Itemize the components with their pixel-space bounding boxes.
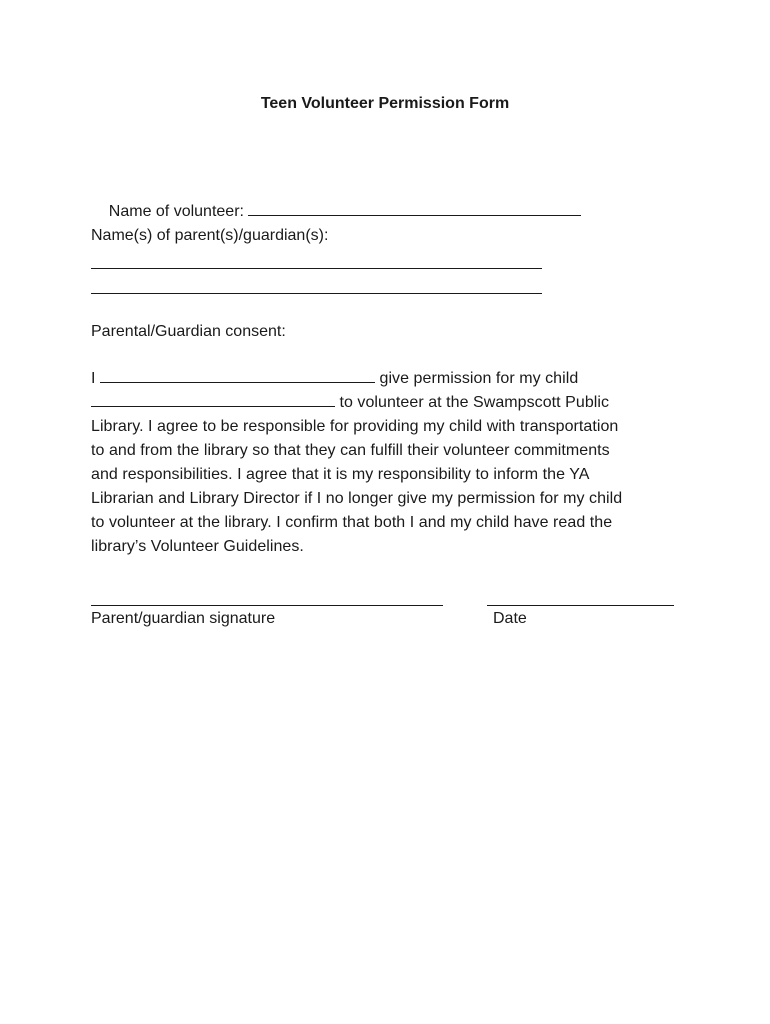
child-name-consent-field[interactable] [91,392,335,407]
form-title: Teen Volunteer Permission Form [260,95,510,112]
consent-body-line: Library. I agree to be responsible for providing my child with transportation [91,418,619,435]
signature-field[interactable] [91,605,443,606]
parent-name-consent-field[interactable] [100,368,375,383]
consent-body-line: library’s Volunteer Guidelines. [91,538,304,555]
consent-line-1 [91,367,681,391]
consent-intro: I [91,370,100,387]
consent-body-line: to and from the library so that they can fulfill their volunteer commitments [91,442,610,459]
date-field[interactable] [487,605,674,606]
consent-line1-tail: give permission for my child [375,370,579,387]
consent-body-line: Librarian and Library Director if I no longer give my permission for my child [91,490,623,507]
volunteer-name-label: Name of volunteer: [108,203,249,220]
consent-paragraph [91,367,681,559]
signature-label: Parent/guardian signature [91,610,276,627]
parent-name-field-1[interactable] [91,268,542,269]
volunteer-name-field[interactable] [248,201,581,216]
consent-heading: Parental/Guardian consent: [91,323,286,340]
consent-line-2 [91,391,681,415]
consent-body-line: and responsibilities. I agree that it is my responsibility to inform the YA [91,466,590,483]
consent-body-line: to volunteer at the library. I confirm that both I and my child have read the [91,514,613,531]
parent-names-label: Name(s) of parent(s)/guardian(s): [91,227,329,244]
parent-name-field-2[interactable] [91,293,542,294]
consent-line2-tail: to volunteer at the Swampscott Public [335,394,610,411]
date-label: Date [493,610,527,627]
